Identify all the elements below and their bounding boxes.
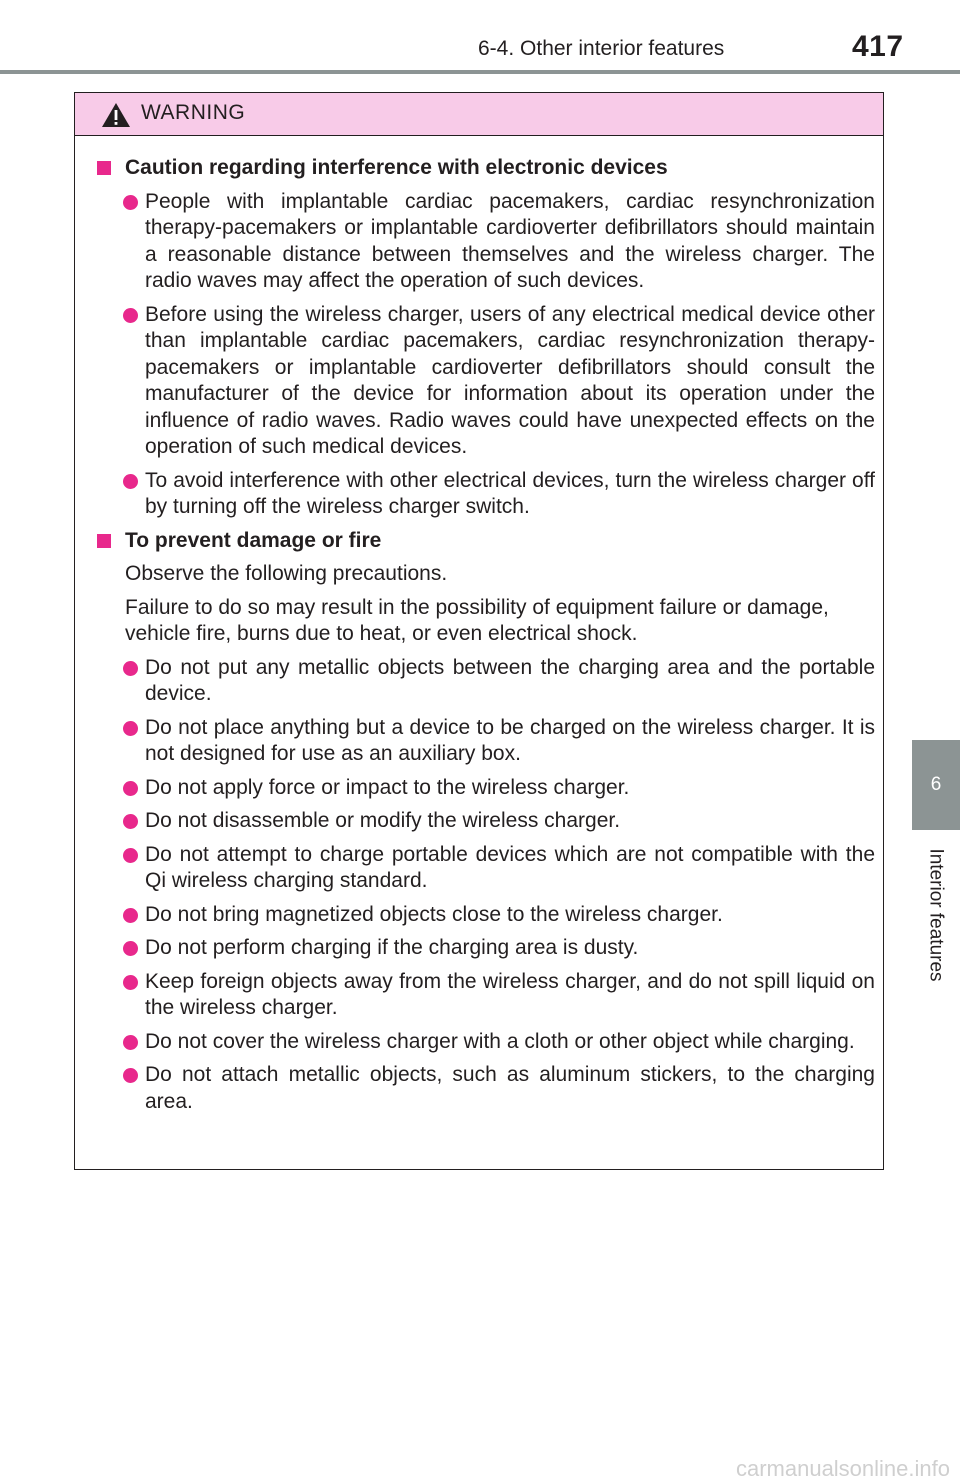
bullet-item [97,775,875,802]
bullet-dot-icon [123,661,138,676]
bullet-text: Before using the wireless charger, users of any electrical medical device other than implantable cardiac pacemakers, cardiac resynchronization therapy-pacemakers or implantable cardioverter defibrillators should consult the manufacturer of the device for information about its operation under the influence of radio waves. Radio waves could have unexpected effects on the operation of such medical devices. [145,302,875,458]
bullet-text: Do not attach metallic objects, such as aluminum stickers, to the charging area. [145,1063,875,1113]
warning-triangle-icon [101,102,131,128]
bullet-dot-icon [123,1068,138,1083]
bullet-text: Do not cover the wireless charger with a cloth or other object while charging. [145,1029,855,1053]
bullet-text: Do not place anything but a device to be charged on the wireless charger. It is not designed for use as an auxiliary box. [145,715,875,765]
bullet-dot-icon [123,814,138,829]
bullet-item [97,808,875,835]
warning-box [74,92,884,1170]
bullet-dot-icon [123,474,138,489]
bullet-dot-icon [123,848,138,863]
bullet-text: People with implantable cardiac pacemakers, cardiac resynchronization therapy-pacemakers or implantable cardioverter defibrillators should maintain a reasonable distance between themselves and the wireless charger. The radio waves may affect the operation of such devices. [145,189,875,292]
bullet-item [97,935,875,962]
header-rule [0,70,960,74]
bullet-dot-icon [123,781,138,796]
bullet-text: Keep foreign objects away from the wireless charger, and do not spill liquid on the wireless charger. [145,969,875,1019]
bullet-item [97,969,875,1022]
bullet-item [97,902,875,929]
bullet-dot-icon [123,721,138,736]
bullet-item [97,1029,875,1056]
bullet-item [97,1062,875,1115]
bullet-dot-icon [123,1035,138,1050]
warning-header [75,93,883,136]
bullet-dot-icon [123,308,138,323]
bullet-text: Do not bring magnetized objects close to the wireless charger. [145,902,723,926]
bullet-item [97,655,875,708]
bullet-item [97,468,875,521]
section-paragraph: Observe the following precautions. [125,562,448,585]
chapter-tab-label-wrap [912,830,960,1000]
bullet-text: Do not apply force or impact to the wireless charger. [145,775,630,799]
bullet-dot-icon [123,908,138,923]
bullet-item [97,715,875,768]
chapter-tab-label: Interior features [926,848,948,982]
section-heading: Caution regarding interference with electronic devices [97,155,875,182]
section-paragraph: Failure to do so may result in the possibility of equipment failure or damage, vehicle fire, burns due to heat, or even electrical shock. [125,595,829,645]
bullet-dot-icon [123,975,138,990]
bullet-item [97,189,875,295]
warning-content [75,136,883,1115]
bullet-text: Do not perform charging if the charging area is dusty. [145,936,639,959]
section-title: 6-4. Other interior features [478,37,725,60]
bullet-text: Do not put any metallic objects between the charging area and the portable device. [145,655,875,705]
bullet-text: To avoid interference with other electrical devices, turn the wireless charger off by turning off the wireless charger switch. [145,468,875,518]
section-heading: To prevent damage or fire [97,528,875,555]
bullet-item [97,302,875,461]
bullet-dot-icon [123,195,138,210]
bullet-text: Do not disassemble or modify the wireless charger. [145,809,621,832]
bullet-dot-icon [123,941,138,956]
chapter-tab[interactable]: 6 [912,740,960,830]
page-number: 417 [852,30,904,63]
bullet-item [97,842,875,895]
bullet-text: Do not attempt to charge portable devices which are not compatible with the Qi wireless charging standard. [145,842,875,892]
warning-title: WARNING [141,101,246,124]
site-watermark: carmanualsonline.info [735,1456,950,1481]
